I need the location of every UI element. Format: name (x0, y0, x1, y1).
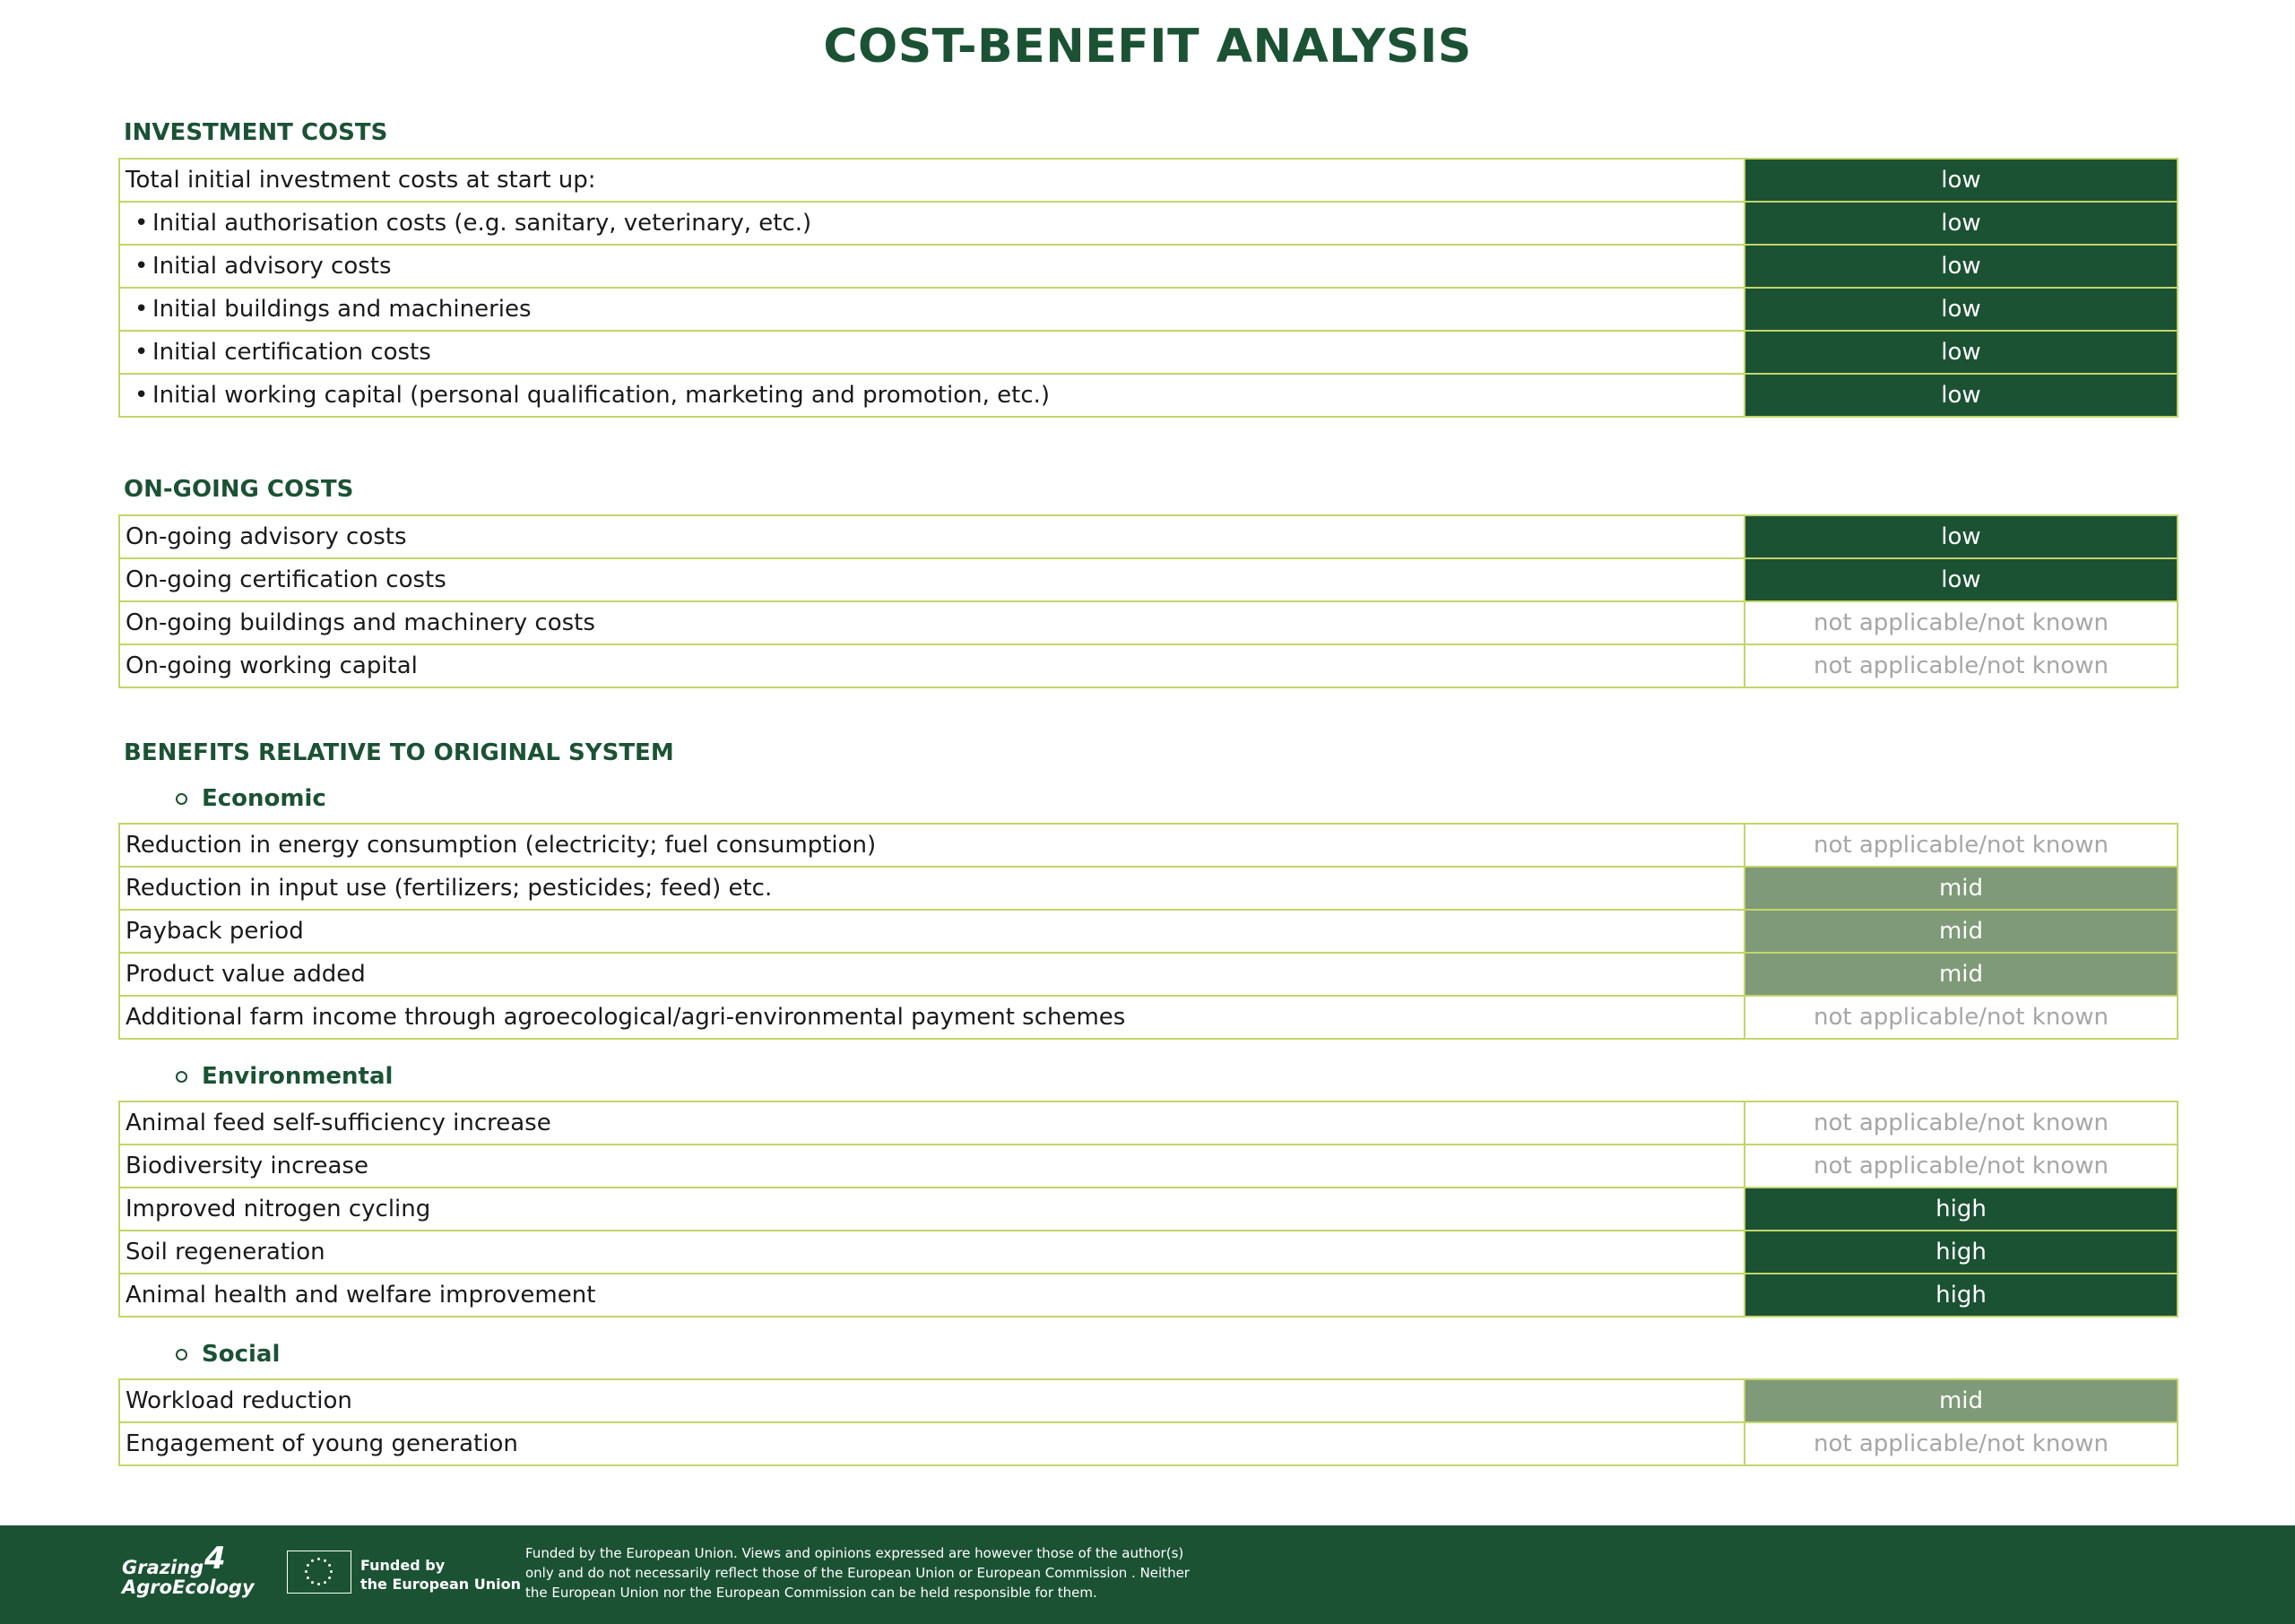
subheading-social-label: Social (202, 1341, 281, 1368)
subheading-economic-label: Economic (202, 785, 326, 812)
subheading-environmental-label: Environmental (202, 1063, 394, 1090)
table-row (119, 288, 2178, 331)
disclaimer-line-2: only and do not necessarily reflect those of the European Union or European Commission . Neither (525, 1565, 1190, 1581)
row-label: Total initial investment costs at start up: (119, 159, 1745, 202)
section-heading-investment: INVESTMENT COSTS (124, 119, 388, 146)
section-heading-ongoing: ON-GOING COSTS (124, 476, 354, 503)
row-label: Additional farm income through agroecological/agri-environmental payment schemes (119, 996, 1745, 1039)
row-label: On-going advisory costs (119, 515, 1745, 558)
row-label: Engagement of young generation (119, 1422, 1745, 1465)
rating-cell: not applicable/not known (1745, 644, 2178, 687)
row-label: Reduction in input use (fertilizers; pesticides; feed) etc. (119, 867, 1745, 910)
rating-cell: not applicable/not known (1745, 1422, 2178, 1465)
rating-cell: low (1745, 245, 2178, 288)
ongoing-costs-table (118, 514, 2178, 688)
row-label: Product value added (119, 953, 1745, 996)
table-row (119, 515, 2178, 558)
table-row (119, 374, 2178, 417)
rating-cell: mid (1745, 953, 2178, 996)
row-label: Animal health and welfare improvement (119, 1274, 1745, 1317)
row-label: On-going certification costs (119, 558, 1745, 601)
row-label: • Initial certification costs (119, 331, 1745, 374)
row-label: Reduction in energy consumption (electricity; fuel consumption) (119, 824, 1745, 867)
table-row (119, 245, 2178, 288)
social-benefits-table (118, 1378, 2178, 1466)
row-label: On-going working capital (119, 644, 1745, 687)
table-row (119, 1231, 2178, 1274)
table-row (119, 1379, 2178, 1422)
rating-cell: high (1745, 1274, 2178, 1317)
table-row (119, 331, 2178, 374)
circle-bullet-icon (176, 1071, 187, 1083)
rating-cell: high (1745, 1231, 2178, 1274)
page-title: COST-BENEFIT ANALYSIS (823, 20, 1472, 73)
table-row (119, 601, 2178, 644)
disclaimer-line-3: the European Union nor the European Commission can be held responsible for them. (525, 1585, 1097, 1601)
eu-funding-line-1: Funded by (360, 1557, 446, 1574)
logo-mark: 4 (204, 1541, 226, 1576)
row-label: Animal feed self-sufficiency increase (119, 1101, 1745, 1145)
row-label: On-going buildings and machinery costs (119, 601, 1745, 644)
table-row (119, 996, 2178, 1039)
rating-cell: not applicable/not known (1745, 996, 2178, 1039)
rating-cell: low (1745, 374, 2178, 417)
row-label: Payback period (119, 910, 1745, 953)
grazing-agroecology-logo (122, 1541, 255, 1598)
section-heading-benefits: BENEFITS RELATIVE TO ORIGINAL SYSTEM (124, 739, 674, 766)
economic-benefits-table (118, 823, 2178, 1040)
table-row (119, 867, 2178, 910)
rating-cell: low (1745, 288, 2178, 331)
disclaimer-line-1: Funded by the European Union. Views and opinions expressed are however those of the author(s) (525, 1545, 1184, 1561)
subheading-economic (176, 785, 326, 812)
logo-line-1: Grazing (122, 1557, 204, 1578)
row-label: • Initial advisory costs (119, 245, 1745, 288)
investment-costs-table (118, 158, 2178, 418)
rating-cell: not applicable/not known (1745, 1101, 2178, 1145)
table-row (119, 644, 2178, 687)
rating-cell: mid (1745, 867, 2178, 910)
table-row (119, 1188, 2178, 1231)
table-row (119, 824, 2178, 867)
table-row (119, 159, 2178, 202)
table-row (119, 1422, 2178, 1465)
environmental-benefits-table (118, 1101, 2178, 1317)
circle-bullet-icon (176, 1349, 187, 1361)
rating-cell: not applicable/not known (1745, 601, 2178, 644)
funding-disclaimer (525, 1543, 1243, 1602)
eu-stars-icon (288, 1551, 350, 1592)
rating-cell: low (1745, 159, 2178, 202)
row-label: Improved nitrogen cycling (119, 1188, 1745, 1231)
table-row (119, 202, 2178, 245)
rating-cell: low (1745, 558, 2178, 601)
subheading-environmental (176, 1063, 393, 1090)
rating-cell: not applicable/not known (1745, 1145, 2178, 1188)
rating-cell: low (1745, 331, 2178, 374)
table-row (119, 1101, 2178, 1145)
row-label: Soil regeneration (119, 1231, 1745, 1274)
table-row (119, 1274, 2178, 1317)
table-row (119, 910, 2178, 953)
rating-cell: mid (1745, 910, 2178, 953)
table-row (119, 1145, 2178, 1188)
row-label: • Initial buildings and machineries (119, 288, 1745, 331)
footer-bar (0, 1525, 2295, 1624)
circle-bullet-icon (176, 793, 187, 805)
logo-line-2: AgroEcology (122, 1576, 255, 1598)
eu-funding-line-2: the European Union (360, 1576, 521, 1593)
rating-cell: mid (1745, 1379, 2178, 1422)
row-label: Workload reduction (119, 1379, 1745, 1422)
rating-cell: high (1745, 1188, 2178, 1231)
rating-cell: not applicable/not known (1745, 824, 2178, 867)
rating-cell: low (1745, 515, 2178, 558)
row-label: • Initial working capital (personal qualification, marketing and promotion, etc.) (119, 374, 1745, 417)
table-row (119, 953, 2178, 996)
table-row (119, 558, 2178, 601)
eu-flag-icon (287, 1551, 351, 1594)
row-label: • Initial authorisation costs (e.g. sanitary, veterinary, etc.) (119, 202, 1745, 245)
subheading-social (176, 1341, 280, 1368)
rating-cell: low (1745, 202, 2178, 245)
row-label: Biodiversity increase (119, 1145, 1745, 1188)
eu-funding-label (360, 1556, 521, 1594)
